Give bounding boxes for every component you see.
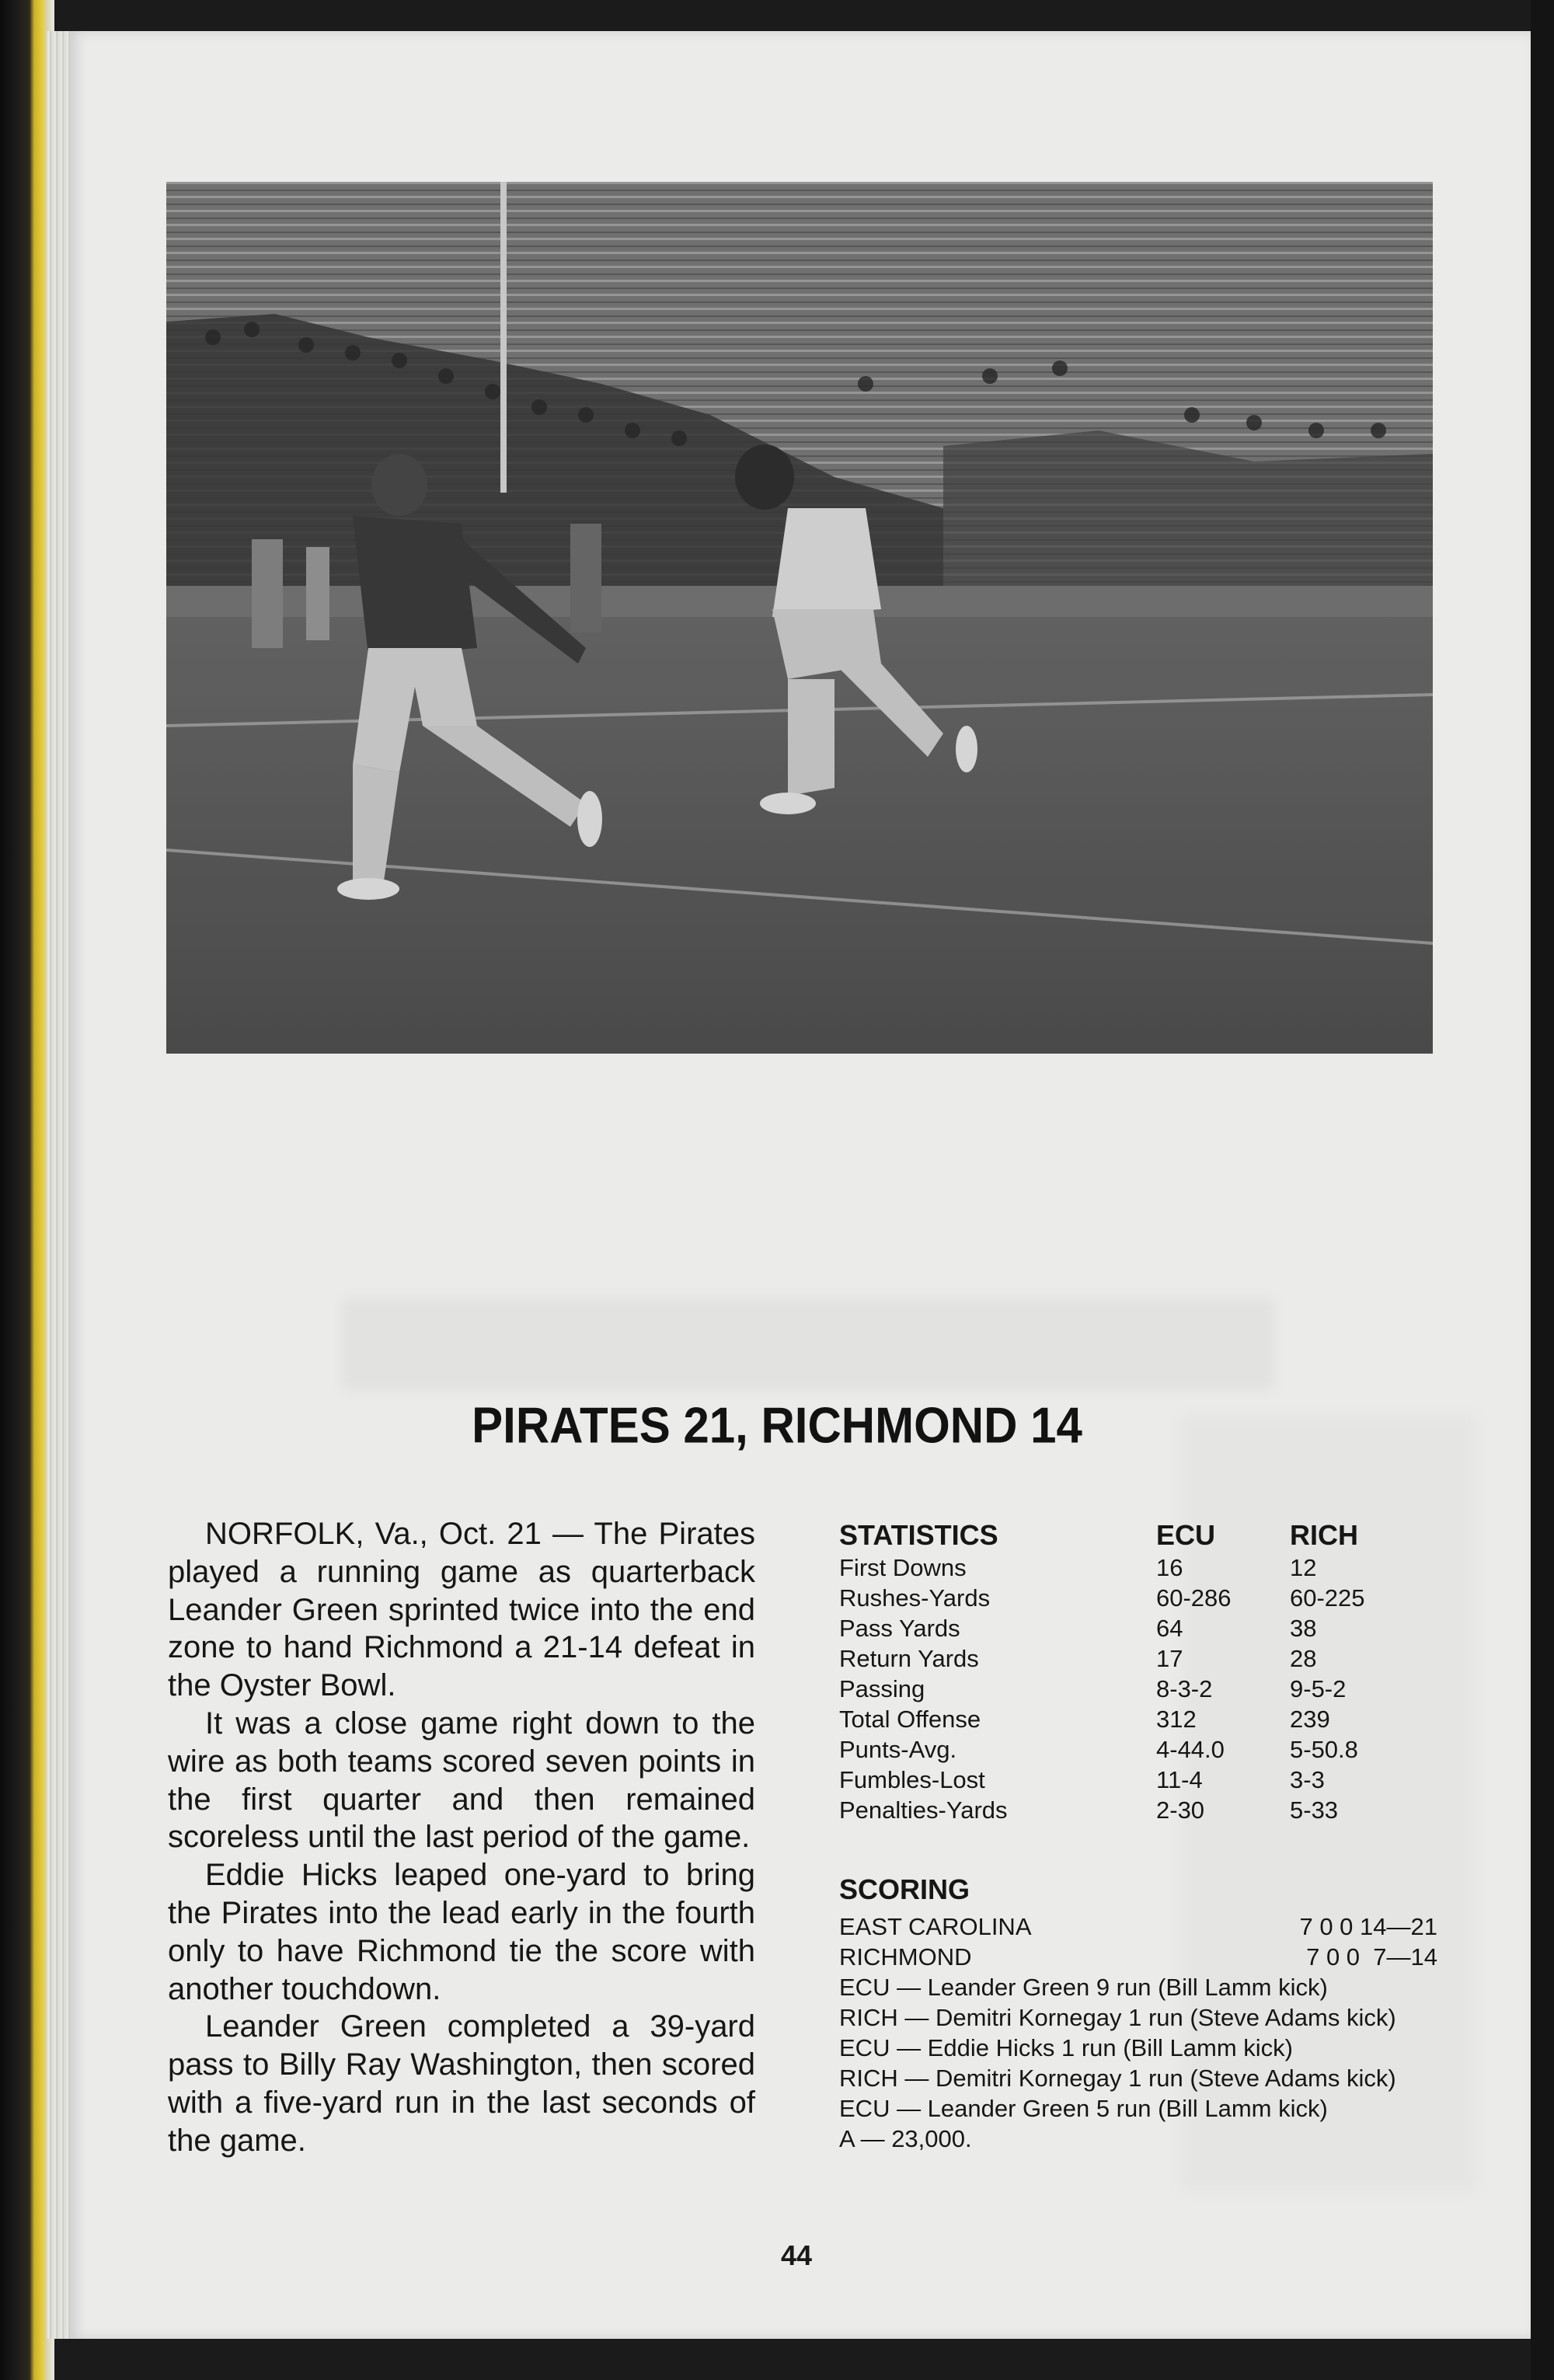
stat-ecu: 4-44.0 [1156, 1736, 1225, 1763]
stat-ecu: 16 [1156, 1554, 1183, 1581]
photo-grain [166, 182, 1433, 1054]
table-row [839, 1583, 1430, 1613]
stat-label: Penalties-Yards [839, 1796, 1008, 1824]
stat-ecu: 2-30 [1156, 1796, 1205, 1824]
stat-label: Return Yards [839, 1645, 979, 1672]
football-action-photo [166, 182, 1433, 1054]
table-row [839, 1674, 1430, 1704]
table-row [839, 1552, 1430, 1583]
linescore-team: EAST CAROLINA [839, 1913, 1032, 1940]
stat-label: Passing [839, 1675, 925, 1702]
game-story [168, 1515, 755, 2160]
game-headline: PIRATES 21, RICHMOND 14 [472, 1397, 1082, 1454]
statistics-title: STATISTICS [839, 1519, 998, 1551]
stat-rich: 60-225 [1290, 1584, 1365, 1612]
rich-column-header: RICH [1290, 1519, 1358, 1551]
stat-rich: 38 [1290, 1615, 1317, 1642]
page-number: 44 [780, 2239, 813, 2271]
scoring-play: ECU — Leander Green 9 run (Bill Lamm kick) [839, 1974, 1328, 2001]
stat-label: Rushes-Yards [839, 1584, 991, 1612]
stat-ecu: 60-286 [1156, 1584, 1232, 1612]
story-paragraph: It was a close game right down to the wire as both teams scored seven points in the first quarter and then remained scoreless until the last period of the game. [168, 1706, 755, 1855]
linescore-quarters: 7 0 0 7—14 [1306, 1943, 1437, 1971]
stat-ecu: 11-4 [1156, 1766, 1203, 1793]
linescore-quarters: 7 0 0 14—21 [1299, 1913, 1437, 1940]
ecu-column-header: ECU [1156, 1519, 1216, 1551]
stat-label: Punts-Avg. [839, 1736, 957, 1763]
stat-label: First Downs [839, 1554, 967, 1581]
stat-ecu: 8-3-2 [1156, 1675, 1213, 1702]
statistics-box [839, 1518, 1445, 1825]
stat-rich: 28 [1290, 1645, 1317, 1672]
scoring-box [839, 1873, 1437, 2154]
scoring-title: SCORING [839, 1873, 970, 1905]
table-row [839, 1765, 1430, 1795]
linescore-row [839, 1942, 1437, 1972]
linescore-row [839, 1911, 1437, 1942]
statistics-table [839, 1518, 1430, 1825]
table-row [839, 1734, 1430, 1765]
stat-rich: 239 [1290, 1706, 1330, 1733]
table-row [839, 1613, 1430, 1643]
stat-ecu: 64 [1156, 1615, 1183, 1642]
scoring-play: RICH — Demitri Kornegay 1 run (Steve Adams kick) [839, 2065, 1396, 2092]
table-row [839, 1795, 1430, 1825]
linescore-team: RICHMOND [839, 1943, 972, 1971]
statistics-header-row [839, 1518, 1430, 1552]
story-paragraph: NORFOLK, Va., Oct. 21 — The Pirates played a running game as quarterback Leander Green sprinted twice into the end zone to hand Richmond a 21-14 defeat in the Oyster Bowl. [168, 1517, 755, 1703]
stat-label: Fumbles-Lost [839, 1766, 985, 1793]
stat-ecu: 17 [1156, 1645, 1183, 1672]
stat-rich: 9-5-2 [1290, 1675, 1347, 1702]
story-paragraph: Leander Green completed a 39-yard pass to Billy Ray Washington, then scored with a five-yard run in the last seconds of the game. [168, 2009, 755, 2158]
bleed-through-shading [342, 1298, 1274, 1391]
stat-rich: 12 [1290, 1554, 1317, 1581]
attendance: A — 23,000. [839, 2125, 972, 2152]
story-paragraph: Eddie Hicks leaped one-yard to bring the Pirates into the lead early in the fourth only to have Richmond tie the score with another touchdown. [168, 1858, 755, 2006]
scoring-play: ECU — Eddie Hicks 1 run (Bill Lamm kick) [839, 2034, 1293, 2061]
game-photo [166, 182, 1433, 1054]
stat-ecu: 312 [1156, 1706, 1197, 1733]
stat-rich: 5-33 [1290, 1796, 1339, 1824]
table-row [839, 1704, 1430, 1734]
scoring-play: RICH — Demitri Kornegay 1 run (Steve Adams kick) [839, 2004, 1396, 2031]
right-edge [1531, 0, 1554, 2380]
scoring-play: ECU — Leander Green 5 run (Bill Lamm kick) [839, 2095, 1328, 2122]
stat-rich: 5-50.8 [1290, 1736, 1358, 1763]
stat-rich: 3-3 [1290, 1766, 1325, 1793]
stat-label: Pass Yards [839, 1615, 960, 1642]
table-row [839, 1643, 1430, 1674]
stat-label: Total Offense [839, 1706, 981, 1733]
